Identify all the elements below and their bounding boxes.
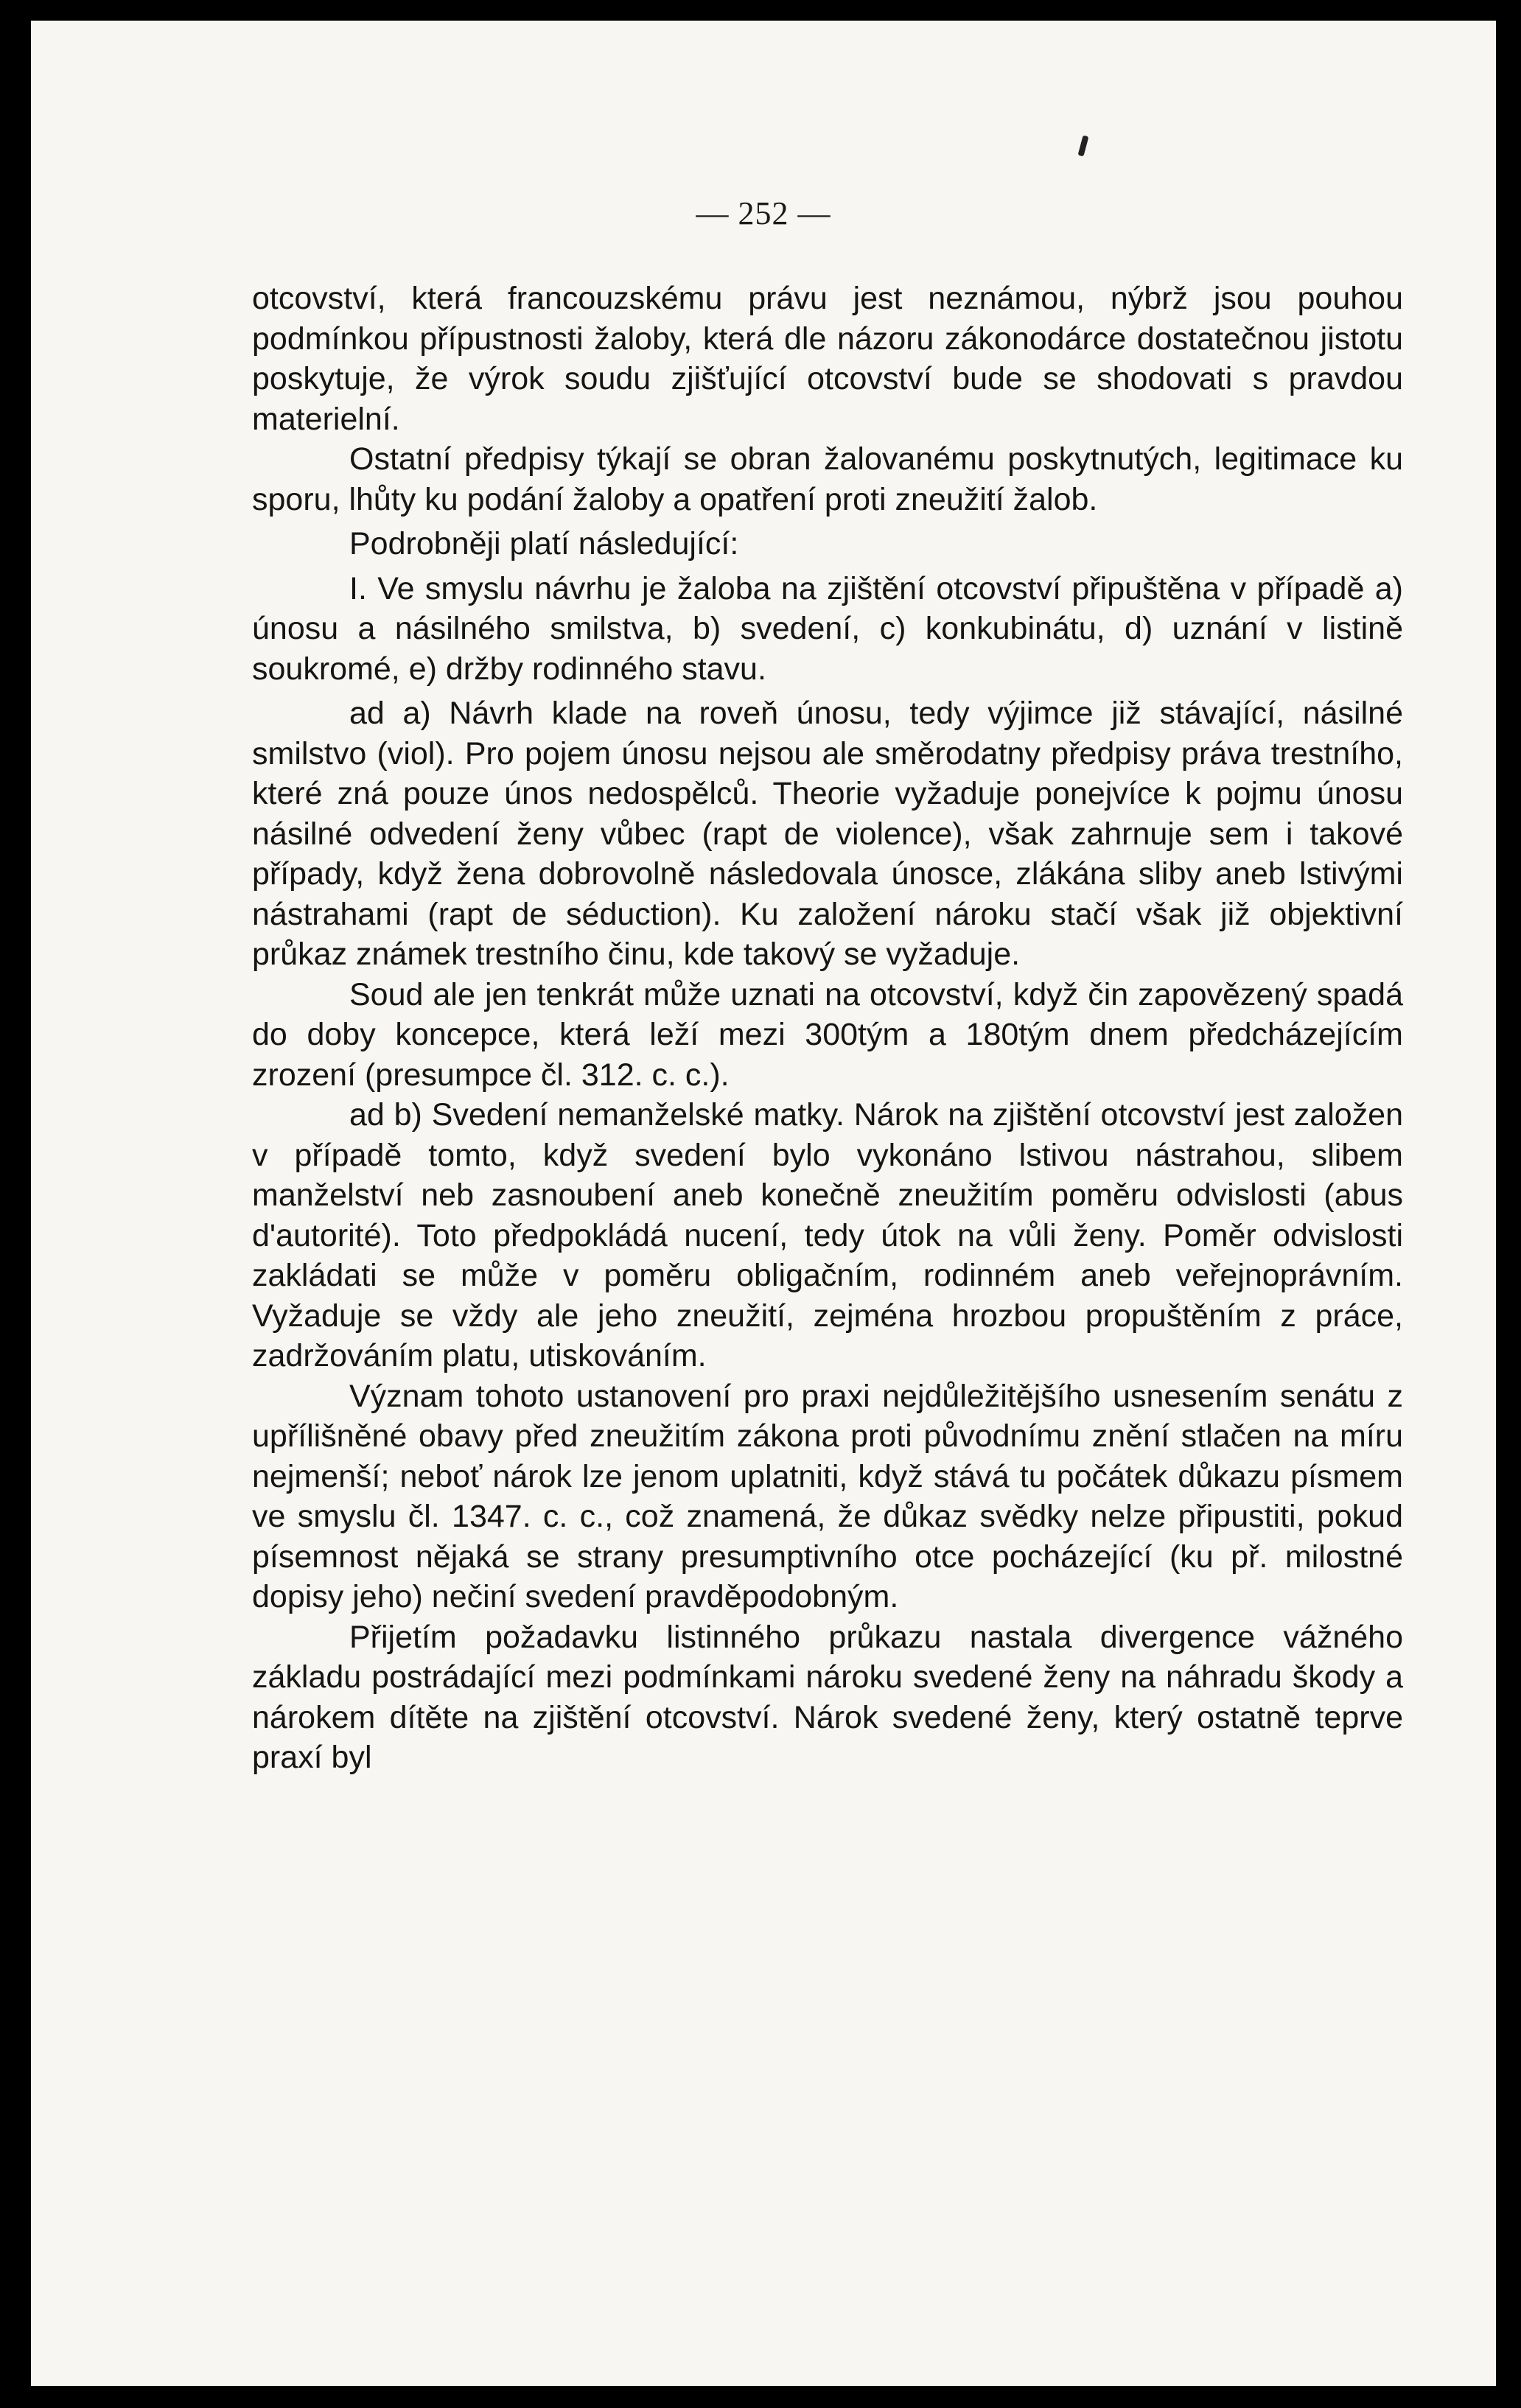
paragraph: Přijetím požadavku listinného průkazu nastala divergence vážného základu postrádající mezi podmínkami nároku svedené ženy na náhradu škody a nárokem dítěte na zjištění otcovství. Nárok svedené ženy, který ostatně teprve praxí byl [252,1619,1403,1775]
paragraph: Ostatní předpisy týkají se obran žalovanému poskytnutých, legitimace ku sporu, lhůty ku podání žaloby a opatření proti zneužití žalob. [252,441,1403,517]
paragraph: Význam tohoto ustanovení pro praxi nejdůležitějšího usnesením senátu z upřílišněné obavy před zneužitím zákona proti původnímu znění stlačen na míru nejmenší; neboť nárok lze jenom uplatniti, když stává tu počátek důkazu písmem ve smyslu čl. 1347. c. c., což znamená, že důkaz svědky nelze připustiti, pokud písemnost nějaká se strany presumptivního otce pocházející (ku př. milostné dopisy jeho) nečiní svedení pravděpodobným. [252,1378,1403,1614]
paragraph: Podrobněji platí následující: [349,526,739,561]
paragraph: ad a) Návrh klade na roveň únosu, tedy výjimce již stávající, násilné smilstvo (viol). Pro pojem únosu nejsou ale směrodatny předpisy práva trestního, které zná pouze únos nedospělců. Theorie vyžaduje ponejvíce k pojmu únosu násilné odvedení ženy vůbec (rapt de violence), však zahrnuje sem i takové případy, když žena dobrovolně následovala únosce, zlákána sliby aneb lstivými nástrahami (rapt de séduction). Ku založení nároku stačí však již objektivní průkaz známek trestního činu, kde takový se vyžaduje. [252,696,1403,972]
body-text [252,279,1403,1778]
ink-mark [1078,135,1089,156]
document-page [31,21,1496,2386]
paragraph: ad b) Svedení nemanželské matky. Nárok na zjištění otcovství jest založen v případě tomto, když svedení bylo vykonáno lstivou nástrahou, slibem manželství neb zasnoubení aneb konečně zneužitím poměru odvislosti (abus d'autorité). Toto předpokládá nucení, tedy útok na vůli ženy. Poměr odvislosti zakládati se může v poměru obligačním, rodinném aneb veřejnoprávním. Vyžaduje se vždy ale jeho zneužití, zejména hrozbou propuštěním z práce, zadržováním platu, utiskováním. [252,1097,1403,1373]
paragraph: otcovství, která francouzskému právu jest neznámou, nýbrž jsou pouhou podmínkou přípustnosti žaloby, která dle názoru zákonodárce dostatečnou jistotu poskytuje, že výrok soudu zjišťující otcovství bude se shodovati s pravdou materielní. [252,281,1403,437]
page-number: — 252 — [696,195,831,231]
paragraph: Soud ale jen tenkrát může uznati na otcovství, když čin zapovězený spadá do doby koncepce, která leží mezi 300tým a 180tým dnem předcházejícím zrození (presumpce čl. 312. c. c.). [252,976,1403,1093]
paragraph: I. Ve smyslu návrhu je žaloba na zjištění otcovství připuštěna v případě a) únosu a násilného smilstva, b) svedení, c) konkubinátu, d) uznání v listině soukromé, e) držby rodinného stavu. [252,570,1403,687]
